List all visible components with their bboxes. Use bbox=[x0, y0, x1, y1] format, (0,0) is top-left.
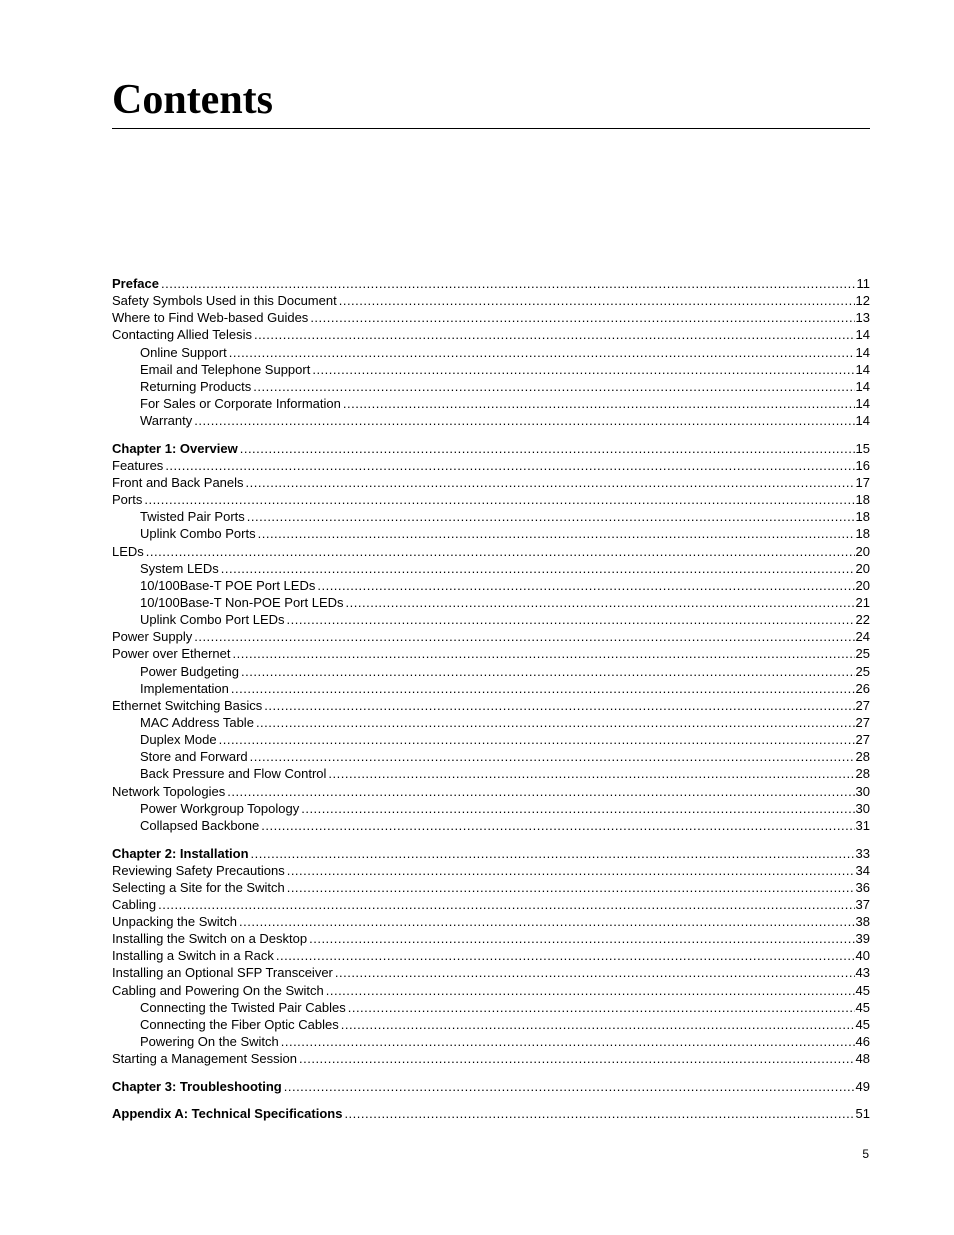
toc-entry[interactable] bbox=[112, 697, 870, 714]
toc-entry-page-number: 37 bbox=[855, 896, 870, 912]
toc-entry-page-number: 11 bbox=[856, 276, 870, 291]
dot-leader bbox=[264, 697, 854, 714]
toc-entry-page-number: 49 bbox=[855, 1078, 870, 1094]
toc-entry-label: Starting a Management Session bbox=[112, 1051, 297, 1067]
dot-leader bbox=[310, 309, 854, 326]
toc-entry-label: System LEDs bbox=[140, 560, 219, 576]
dot-leader bbox=[246, 474, 855, 491]
toc-entry-page-number: 36 bbox=[855, 879, 870, 895]
toc-entry-label: Power Workgroup Topology bbox=[140, 800, 300, 816]
toc-entry-page-number: 40 bbox=[855, 948, 870, 964]
toc-subentry[interactable] bbox=[112, 714, 870, 731]
toc-subentry[interactable] bbox=[112, 817, 870, 834]
toc-entry-label: Warranty bbox=[140, 413, 193, 429]
toc-entry-label: Duplex Mode bbox=[140, 732, 217, 748]
toc-entry[interactable] bbox=[112, 896, 870, 913]
page-title: Contents bbox=[112, 77, 274, 123]
toc-entry[interactable] bbox=[112, 474, 870, 491]
toc-entry-label: Power Budgeting bbox=[140, 663, 240, 679]
dot-leader bbox=[261, 817, 854, 834]
toc-entry-page-number: 15 bbox=[855, 440, 870, 456]
toc-subentry[interactable] bbox=[112, 395, 870, 412]
dot-leader bbox=[254, 326, 855, 343]
dot-leader bbox=[312, 361, 854, 378]
toc-entry-page-number: 14 bbox=[855, 361, 870, 377]
dot-leader bbox=[194, 412, 854, 429]
toc-entry-page-number: 48 bbox=[855, 1051, 870, 1067]
dot-leader bbox=[229, 344, 855, 361]
toc-entry[interactable] bbox=[112, 982, 870, 999]
toc-entry-page-number: 38 bbox=[855, 914, 870, 930]
toc-entry-page-number: 17 bbox=[855, 475, 870, 491]
toc-entry-page-number: 20 bbox=[855, 543, 870, 559]
dot-leader bbox=[227, 783, 854, 800]
toc-subentry[interactable] bbox=[112, 412, 870, 429]
dot-leader bbox=[240, 440, 855, 457]
dot-leader bbox=[219, 731, 855, 748]
toc-entry-page-number: 34 bbox=[855, 862, 870, 878]
toc-entry-page-number: 14 bbox=[855, 395, 870, 411]
toc-entry-label: Chapter 1: Overview bbox=[112, 440, 238, 456]
toc-entry-label: Returning Products bbox=[140, 378, 252, 394]
toc-entry-page-number: 18 bbox=[855, 526, 870, 542]
toc-entry[interactable] bbox=[112, 913, 870, 930]
toc-entry[interactable] bbox=[112, 309, 870, 326]
toc-entry-label: 10/100Base-T POE Port LEDs bbox=[140, 577, 316, 593]
dot-leader bbox=[221, 560, 855, 577]
toc-entry[interactable] bbox=[112, 930, 870, 947]
toc-entry-label: Reviewing Safety Precautions bbox=[112, 862, 285, 878]
dot-leader bbox=[299, 1050, 855, 1067]
toc-subentry[interactable] bbox=[112, 344, 870, 361]
toc-entry-page-number: 27 bbox=[855, 697, 870, 713]
toc-entry[interactable] bbox=[112, 543, 870, 560]
dot-leader bbox=[194, 628, 854, 645]
toc-entry-label: Online Support bbox=[140, 344, 227, 360]
toc-entry[interactable] bbox=[112, 947, 870, 964]
dot-leader bbox=[301, 800, 854, 817]
toc-entry-page-number: 14 bbox=[855, 344, 870, 360]
toc-entry-page-number: 14 bbox=[855, 378, 870, 394]
toc-entry-page-number: 14 bbox=[855, 413, 870, 429]
toc-entry-page-number: 12 bbox=[855, 293, 870, 309]
dot-leader bbox=[256, 714, 855, 731]
toc-entry-label: Unpacking the Switch bbox=[112, 914, 238, 930]
dot-leader bbox=[239, 913, 855, 930]
toc-subentry[interactable] bbox=[112, 800, 870, 817]
toc-section-heading[interactable] bbox=[112, 440, 870, 457]
dot-leader bbox=[165, 457, 854, 474]
toc-entry-label: Preface bbox=[112, 276, 159, 291]
toc-entry-page-number: 43 bbox=[855, 965, 870, 981]
toc-entry-label: Installing the Switch on a Desktop bbox=[112, 931, 308, 947]
toc-subentry[interactable] bbox=[112, 999, 870, 1016]
toc-entry-label: Ethernet Switching Basics bbox=[112, 697, 263, 713]
dot-leader bbox=[233, 645, 855, 662]
toc-entry[interactable] bbox=[112, 783, 870, 800]
toc-entry-page-number: 20 bbox=[855, 560, 870, 576]
toc-entry-label: Appendix A: Technical Specifications bbox=[112, 1106, 343, 1122]
toc-entry-label: Safety Symbols Used in this Document bbox=[112, 293, 337, 309]
toc-entry[interactable] bbox=[112, 628, 870, 645]
toc-entry-label: Power over Ethernet bbox=[112, 646, 231, 662]
page-number: 5 bbox=[862, 1147, 869, 1161]
dot-leader bbox=[287, 879, 855, 896]
toc-entry-page-number: 28 bbox=[855, 766, 870, 782]
toc-entry-page-number: 31 bbox=[855, 817, 870, 833]
toc-entry-page-number: 24 bbox=[855, 629, 870, 645]
toc-entry-label: LEDs bbox=[112, 543, 144, 559]
dot-leader bbox=[158, 896, 854, 913]
toc-entry-label: Email and Telephone Support bbox=[140, 361, 311, 377]
toc-subentry[interactable] bbox=[112, 765, 870, 782]
toc-subentry[interactable] bbox=[112, 1016, 870, 1033]
toc-section-heading[interactable] bbox=[112, 275, 870, 292]
dot-leader bbox=[339, 292, 855, 309]
toc-entry-page-number: 13 bbox=[855, 310, 870, 326]
dot-leader bbox=[161, 275, 856, 292]
toc-entry-label: Implementation bbox=[140, 680, 229, 696]
toc-subentry[interactable] bbox=[112, 594, 870, 611]
dot-leader bbox=[343, 395, 855, 412]
toc-entry-label: Contacting Allied Telesis bbox=[112, 327, 252, 343]
toc-entry-page-number: 46 bbox=[855, 1034, 870, 1050]
dot-leader bbox=[326, 982, 855, 999]
dot-leader bbox=[344, 1105, 854, 1122]
toc-entry-page-number: 22 bbox=[855, 612, 870, 628]
toc-entry[interactable] bbox=[112, 645, 870, 662]
toc-entry-label: Features bbox=[112, 457, 164, 473]
toc-entry[interactable] bbox=[112, 292, 870, 309]
dot-leader bbox=[251, 845, 855, 862]
toc-entry-label: Cabling and Powering On the Switch bbox=[112, 982, 324, 998]
dot-leader bbox=[144, 491, 854, 508]
table-of-contents bbox=[112, 275, 870, 1123]
toc-entry[interactable] bbox=[112, 326, 870, 343]
toc-entry-label: Connecting the Twisted Pair Cables bbox=[140, 999, 346, 1015]
toc-entry-label: Where to Find Web-based Guides bbox=[112, 310, 309, 326]
toc-entry-label: 10/100Base-T Non-POE Port LEDs bbox=[140, 595, 344, 611]
dot-leader bbox=[231, 680, 855, 697]
toc-entry-label: Front and Back Panels bbox=[112, 475, 244, 491]
dot-leader bbox=[346, 594, 855, 611]
toc-entry-label: Chapter 3: Troubleshooting bbox=[112, 1078, 282, 1094]
toc-entry[interactable] bbox=[112, 964, 870, 981]
toc-subentry[interactable] bbox=[112, 748, 870, 765]
toc-subentry[interactable] bbox=[112, 525, 870, 542]
toc-entry-label: MAC Address Table bbox=[140, 715, 254, 731]
toc-entry-label: Uplink Combo Ports bbox=[140, 526, 256, 542]
dot-leader bbox=[146, 543, 855, 560]
dot-leader bbox=[281, 1033, 855, 1050]
dot-leader bbox=[276, 947, 855, 964]
toc-entry-page-number: 18 bbox=[855, 492, 870, 508]
dot-leader bbox=[341, 1016, 855, 1033]
toc-entry-page-number: 20 bbox=[855, 577, 870, 593]
toc-entry[interactable] bbox=[112, 491, 870, 508]
toc-entry-page-number: 14 bbox=[855, 327, 870, 343]
toc-entry-page-number: 45 bbox=[855, 982, 870, 998]
toc-entry-page-number: 28 bbox=[855, 749, 870, 765]
toc-entry-page-number: 39 bbox=[855, 931, 870, 947]
toc-entry-page-number: 33 bbox=[855, 845, 870, 861]
toc-entry-label: Twisted Pair Ports bbox=[140, 509, 245, 525]
toc-entry-label: For Sales or Corporate Information bbox=[140, 395, 341, 411]
toc-entry-label: Installing a Switch in a Rack bbox=[112, 948, 274, 964]
toc-subentry[interactable] bbox=[112, 1033, 870, 1050]
toc-entry-page-number: 21 bbox=[855, 595, 870, 611]
toc-entry-page-number: 18 bbox=[855, 509, 870, 525]
toc-section-heading[interactable] bbox=[112, 845, 870, 862]
toc-section-heading[interactable] bbox=[112, 1078, 870, 1095]
toc-section-heading[interactable] bbox=[112, 1105, 870, 1122]
toc-entry-label: Uplink Combo Port LEDs bbox=[140, 612, 285, 628]
dot-leader bbox=[250, 748, 855, 765]
toc-subentry[interactable] bbox=[112, 680, 870, 697]
toc-entry-label: Collapsed Backbone bbox=[140, 817, 260, 833]
dot-leader bbox=[317, 577, 854, 594]
toc-entry-page-number: 30 bbox=[855, 783, 870, 799]
toc-subentry[interactable] bbox=[112, 560, 870, 577]
dot-leader bbox=[287, 862, 855, 879]
toc-subentry[interactable] bbox=[112, 731, 870, 748]
toc-entry-label: Installing an Optional SFP Transceiver bbox=[112, 965, 333, 981]
dot-leader bbox=[348, 999, 855, 1016]
toc-entry-label: Network Topologies bbox=[112, 783, 226, 799]
toc-entry-label: Selecting a Site for the Switch bbox=[112, 879, 285, 895]
toc-entry[interactable] bbox=[112, 457, 870, 474]
toc-entry[interactable] bbox=[112, 879, 870, 896]
toc-entry-page-number: 26 bbox=[855, 680, 870, 696]
toc-entry-label: Back Pressure and Flow Control bbox=[140, 766, 327, 782]
toc-subentry[interactable] bbox=[112, 663, 870, 680]
toc-entry-label: Store and Forward bbox=[140, 749, 248, 765]
toc-subentry[interactable] bbox=[112, 378, 870, 395]
toc-subentry[interactable] bbox=[112, 577, 870, 594]
toc-entry-page-number: 25 bbox=[855, 663, 870, 679]
toc-entry-label: Power Supply bbox=[112, 629, 193, 645]
toc-entry[interactable] bbox=[112, 862, 870, 879]
toc-entry-page-number: 51 bbox=[855, 1106, 870, 1122]
toc-entry-label: Chapter 2: Installation bbox=[112, 845, 249, 861]
toc-entry-label: Ports bbox=[112, 492, 143, 508]
toc-entry-label: Cabling bbox=[112, 896, 157, 912]
toc-entry[interactable] bbox=[112, 1050, 870, 1067]
dot-leader bbox=[284, 1078, 855, 1095]
toc-subentry[interactable] bbox=[112, 611, 870, 628]
toc-entry-page-number: 25 bbox=[855, 646, 870, 662]
dot-leader bbox=[247, 508, 855, 525]
toc-entry-page-number: 30 bbox=[855, 800, 870, 816]
dot-leader bbox=[241, 663, 855, 680]
toc-subentry[interactable] bbox=[112, 361, 870, 378]
toc-entry-page-number: 45 bbox=[855, 999, 870, 1015]
toc-entry-label: Connecting the Fiber Optic Cables bbox=[140, 1016, 339, 1032]
dot-leader bbox=[287, 611, 855, 628]
dot-leader bbox=[335, 964, 855, 981]
toc-entry-page-number: 16 bbox=[855, 457, 870, 473]
dot-leader bbox=[253, 378, 854, 395]
dot-leader bbox=[328, 765, 854, 782]
title-divider bbox=[112, 128, 870, 129]
toc-entry-page-number: 45 bbox=[855, 1016, 870, 1032]
dot-leader bbox=[309, 930, 854, 947]
toc-entry-page-number: 27 bbox=[855, 732, 870, 748]
toc-entry-label: Powering On the Switch bbox=[140, 1034, 279, 1050]
dot-leader bbox=[258, 525, 855, 542]
toc-subentry[interactable] bbox=[112, 508, 870, 525]
toc-entry-page-number: 27 bbox=[855, 715, 870, 731]
